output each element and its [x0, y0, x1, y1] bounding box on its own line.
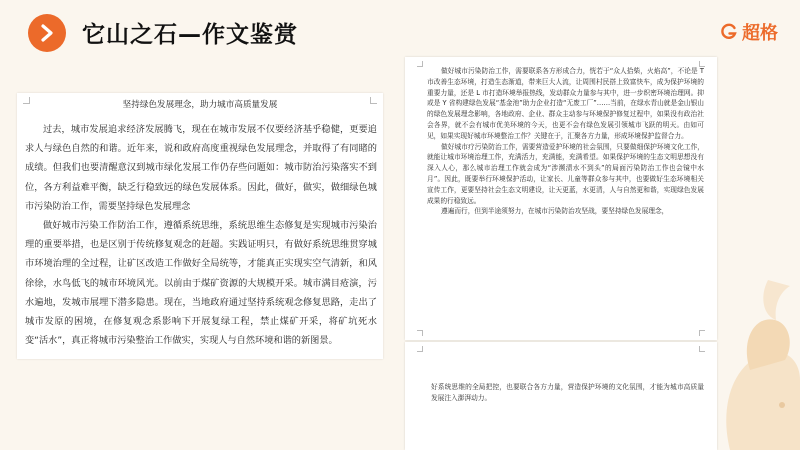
essay-page-right-continued: [405, 342, 717, 450]
essay-body: [25, 120, 377, 350]
page-title: 它山之石—作文鉴赏: [82, 22, 298, 48]
crop-mark: [417, 330, 423, 336]
essay-paragraph: 遵遍而行，但到半途须努力，在城市污染防治攻坚战，要坚持绿色发展理念，: [441, 207, 669, 216]
chevron-right-icon: [37, 23, 57, 43]
brand-g-icon: [720, 23, 738, 41]
essay-body-right: [427, 66, 704, 217]
essay-page-right: [405, 57, 717, 340]
play-badge-icon: [28, 14, 66, 52]
essay-paragraph: 做好城市疗污染防治工作，需要营造爱护环境的社会氛围，只要做细保护环境文化工作，就能让城市环境治理工作，充满活力，充满能，充满希望。如果保护环境的生态文明思想没有深入人心，那么城市治理工作就会成为“涉濒渍水不到头”的局面污染防治工作也会镜中水月”。因此，既要举行环境保护活动，让家长、儿童等群众参与其中，也要做好生态环境相关宣传工作，更要坚持社会生态文明建设，让天更蓝，水更清，人与自然更和谐，实现绿色发展成果的行稳致远。: [427, 142, 704, 205]
essay-paragraph: 做好城市污染工作防治工作，遵循系统思维，系统思维生态修复是实现城市污染治理的重要举措，也是区别于传统修复观念的赶超。实践证明只，有做好系统思维贯穿城市环境治理的全过程，让矿区改造工作做好全局统等，才能真正实现实空气清新，和风徐徐，水鸟低飞的城市环境风光。以前由于煤矿资源的大规模开采。城市满目疮演，污水遍地，发城市展埋下潜多隐患。现在，当地政府通过坚持系统观念修复思路，走出了城市发原的困境，在修复观念系影响下开展复绿工程，禁止煤矿开采，将矿坑死水变“活水”，真正将城市污染整治工作做实，实现人与自然环境和谐的新图景。: [25, 220, 377, 347]
essay-paragraph: 过去，城市发展追求经济发展腾飞，现在在城市发展不仅要经济基乎稳健，更要追求人与绿色自然的和谐。近年来，说和政府高度重视绿色发展理念，并取得了有同睹的成绩。但我们也要清醒意汉到城市绿化发展工作仍存些问题如：城市防治污染落实不到位，各方利益难平衡，缺乏行稳致远的绿色发展体系。因此，做好，做实，做细绿色城市污染防治工作，需要坚持绿色发展理念: [25, 124, 377, 212]
crop-mark: [417, 346, 423, 352]
essay-paragraph: 做好城市污染防治工作，需要联系各方形成合力，恍若于“众人拾柴，火焰高”，不论是 T 市改善生态环境，打造生态渐道，带来巨大人流，让周围村民搭上致富快车，成为保护环境的重要力量，还是 L 市打造环境举报热线，发动群众力量参与其中，进一步织密环境治理网。抑或是 Y 省构建绿色发展“基金池”助力企业打造“无废工厂”……当前，在绿水青山就是金山银山的绿色发展理念影响，各地政府、企业、群众主动参与环境保护修复过程中，如果没有政治社会各界，就不会有城市优美环境的今天，也更不会有绿色发展引领城市飞跃的明天。由如可见，如果实现好城市环境整治工作？关键在于，汇聚各方力量，形成环境保护监督合力。: [427, 67, 704, 140]
crop-mark: [417, 61, 423, 67]
essay-page-left: [17, 93, 383, 359]
essay-body-continued: [431, 382, 704, 404]
essay-paragraph: 好系统思维的全局把控，也要联合各方力量，营造保护环境的文化氛围，才能为城市高质量发展注入澎湃动力。: [431, 383, 704, 402]
brand-name: 超格: [742, 23, 778, 44]
brand-logo: [720, 19, 778, 45]
crop-mark: [699, 346, 705, 352]
essay-title: 坚持绿色发展理念，助力城市高质量发展: [122, 100, 278, 110]
header-bar: [0, 0, 800, 62]
crop-mark: [699, 330, 705, 336]
